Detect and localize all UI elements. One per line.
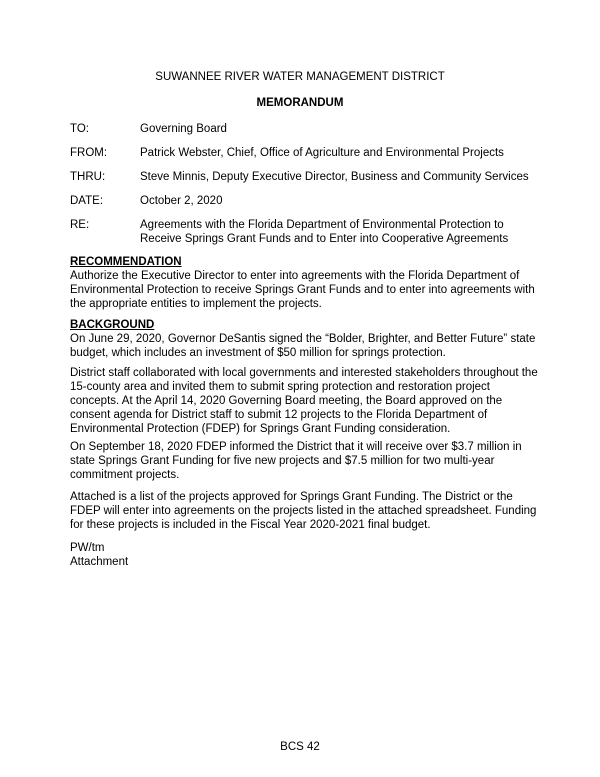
to-value: Governing Board	[140, 123, 227, 135]
date-label: DATE:	[70, 195, 104, 207]
from-value: Patrick Webster, Chief, Office of Agriculture and Environmental Projects	[140, 147, 504, 159]
re-value: Agreements with the Florida Department of Environmental Protection to Receive Springs Grant Funds and to Enter into Cooperative Agreements	[140, 219, 509, 245]
background-para-2: District staff collaborated with local governments and interested stakeholders throughout the 15-county area and invited them to submit spring protection and restoration project concepts. At the April 14, 2020 Governing Board meeting, the Board approved on the consent agenda for District staff to submit 12 projects to the Florida Department of Environmental Protection (FDEP) for Springs Grant Funding consideration.	[70, 367, 538, 435]
page-footer-label: BCS 42	[280, 741, 320, 753]
organization-name: SUWANNEE RIVER WATER MANAGEMENT DISTRICT	[155, 71, 445, 83]
memo-title: MEMORANDUM	[256, 97, 344, 109]
recommendation-text: Authorize the Executive Director to enter into agreements with the Florida Department of Environmental Protection to receive Springs Grant Funds and to enter into agreements with the appropriate entities to implement the projects.	[70, 270, 535, 310]
closing-attachment: Attachment	[70, 556, 129, 568]
from-label: FROM:	[70, 147, 108, 159]
date-value: October 2, 2020	[140, 195, 223, 207]
recommendation-section	[70, 255, 540, 311]
thru-label: THRU:	[70, 171, 106, 183]
background-para-3: On September 18, 2020 FDEP informed the District that it will receive over $3.7 million in state Springs Grant Funding for five new projects and $7.5 million for two multi-year commitment projects.	[70, 441, 522, 481]
background-section	[70, 318, 540, 360]
background-para-1: On June 29, 2020, Governor DeSantis signed the “Bolder, Brighter, and Better Future” state budget, which includes an investment of $50 million for springs protection.	[70, 333, 536, 359]
thru-value: Steve Minnis, Deputy Executive Director, Business and Community Services	[140, 171, 529, 183]
background-heading: BACKGROUND	[70, 319, 155, 331]
background-para-4: Attached is a list of the projects approved for Springs Grant Funding. The District or the FDEP will enter into agreements on the projects listed in the attached spreadsheet. Funding for these projects is included in the Fiscal Year 2020-2021 final budget.	[70, 491, 537, 531]
closing-initials: PW/tm	[70, 542, 105, 554]
to-label: TO:	[70, 123, 89, 135]
recommendation-heading: RECOMMENDATION	[70, 256, 182, 268]
re-label: RE:	[70, 219, 90, 231]
